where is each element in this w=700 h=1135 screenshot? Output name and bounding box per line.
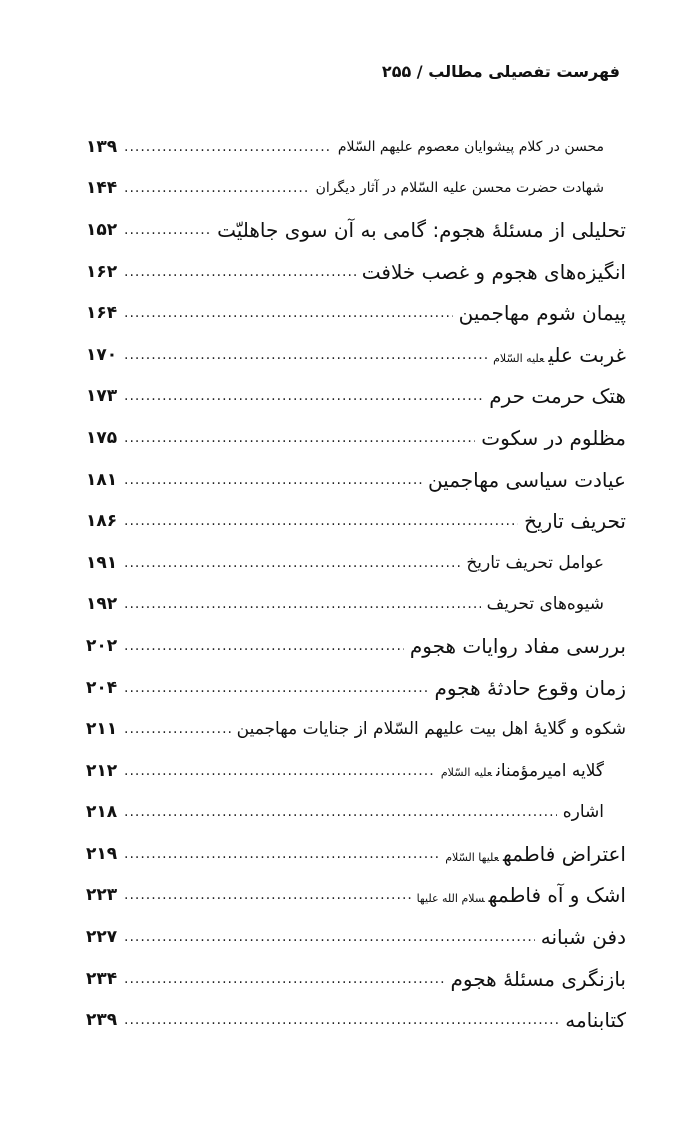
entry-page: ۲۲۳: [86, 885, 118, 906]
entry-page: ۱۴۴: [86, 178, 118, 199]
entry-title: عیادت سیاسی مهاجمین: [427, 467, 626, 492]
entry-title-wrap: [487, 343, 626, 367]
toc-entry: [86, 916, 626, 958]
dot-leader: [124, 305, 453, 321]
entry-title-wrap: [439, 842, 626, 866]
dot-leader: [124, 222, 211, 238]
entry-page: ۱۷۰: [86, 344, 118, 365]
toc-entry: [86, 750, 626, 792]
dot-leader: [124, 139, 332, 155]
entry-title: شکوه و گلایهٔ اهل بیت علیهم السّلام از جنایات مهاجمین: [236, 719, 626, 740]
entry-page: ۲۱۹: [86, 843, 118, 864]
entry-title: مظلوم در سکوت: [481, 425, 626, 450]
dot-leader: [124, 971, 445, 987]
dot-leader: [124, 596, 481, 612]
entry-honorific: علیه السّلام: [440, 765, 493, 779]
toc-entry: [86, 126, 626, 168]
dot-leader: [124, 472, 422, 488]
entry-title: شیوه‌های تحریف: [486, 594, 604, 615]
toc-entry: [86, 708, 626, 750]
entry-page: ۲۳۹: [86, 1010, 118, 1031]
entry-title: کتابنامه: [565, 1008, 626, 1033]
running-header: فهرست تفصیلی مطالب / ۲۵۵: [381, 62, 620, 81]
entry-page: ۱۳۹: [86, 136, 118, 157]
toc-entry: [86, 542, 626, 584]
entry-title: اشاره: [562, 802, 604, 823]
entry-honorific: سلام الله علیها: [416, 892, 485, 906]
entry-page: ۲۰۴: [86, 677, 118, 698]
table-of-contents: [86, 126, 626, 1041]
entry-title-wrap: [435, 761, 604, 781]
dot-leader: [124, 430, 475, 446]
entry-title: پیمان شوم مهاجمین: [458, 301, 626, 326]
toc-entry: [86, 417, 626, 459]
entry-page: ۲۱۱: [86, 719, 118, 740]
toc-entry: [86, 459, 626, 501]
entry-honorific: علیها السّلام: [445, 850, 499, 864]
toc-entry: [86, 625, 626, 667]
toc-entry: [86, 667, 626, 709]
toc-entry: [86, 833, 626, 875]
entry-title: گلایه امیرمؤمنان: [496, 760, 604, 781]
entry-title: تحریف تاریخ: [524, 509, 626, 534]
dot-leader: [124, 513, 518, 529]
dot-leader: [124, 846, 439, 862]
entry-title: بازنگری مسئلهٔ هجوم: [450, 966, 626, 991]
toc-entry: [86, 792, 626, 834]
entry-page: ۱۷۳: [86, 386, 118, 407]
entry-page: ۱۹۲: [86, 594, 118, 615]
entry-title: هتک حرمت حرم: [489, 384, 626, 409]
entry-title: انگیزه‌های هجوم و غصب خلافت: [361, 259, 626, 284]
dot-leader: [124, 388, 483, 404]
dot-leader: [124, 887, 411, 903]
toc-entry: [86, 875, 626, 917]
entry-title-wrap: [411, 883, 626, 907]
entry-title: محسن در کلام پیشوایان معصوم علیهم السّلام: [337, 138, 604, 155]
dot-leader: [124, 555, 460, 571]
dot-leader: [124, 1012, 559, 1028]
entry-page: ۱۶۴: [86, 303, 118, 324]
entry-title: شهادت حضرت محسن علیه السّلام در آثار دیگران: [315, 180, 604, 197]
toc-entry: [86, 292, 626, 334]
entry-title: زمان وقوع حادثهٔ هجوم: [434, 675, 626, 700]
toc-entry: [86, 376, 626, 418]
entry-title: دفن شبانه: [540, 925, 626, 950]
entry-page: ۲۰۲: [86, 635, 118, 656]
toc-entry: [86, 168, 626, 210]
entry-page: ۱۵۲: [86, 219, 118, 240]
entry-honorific: علیه السّلام: [493, 351, 545, 365]
entry-page: ۲۲۷: [86, 927, 118, 948]
toc-entry: [86, 958, 626, 1000]
entry-page: ۱۶۲: [86, 261, 118, 282]
dot-leader: [124, 180, 310, 196]
toc-entry: [86, 209, 626, 251]
entry-page: ۱۹۱: [86, 552, 118, 573]
toc-entry: [86, 999, 626, 1041]
entry-title: اعتراض فاطمه: [502, 841, 626, 866]
dot-leader: [124, 638, 404, 654]
dot-leader: [124, 721, 231, 737]
dot-leader: [124, 929, 535, 945]
entry-title: غربت علی: [548, 342, 626, 367]
toc-entry: [86, 334, 626, 376]
dot-leader: [124, 264, 356, 280]
dot-leader: [124, 763, 435, 779]
toc-entry: [86, 500, 626, 542]
entry-title: تحلیلی از مسئلهٔ هجوم: گامی به آن سوی جاهلیّت: [217, 217, 626, 242]
entry-title: بررسی مفاد روایات هجوم: [409, 633, 626, 658]
entry-page: ۲۳۴: [86, 968, 118, 989]
entry-title: اشک و آه فاطمه: [488, 883, 626, 908]
entry-page: ۱۸۱: [86, 469, 118, 490]
entry-page: ۲۱۲: [86, 760, 118, 781]
dot-leader: [124, 804, 557, 820]
dot-leader: [124, 680, 428, 696]
dot-leader: [124, 347, 487, 363]
toc-entry: [86, 584, 626, 626]
entry-page: ۲۱۸: [86, 802, 118, 823]
entry-page: ۱۷۵: [86, 427, 118, 448]
entry-title: عوامل تحریف تاریخ: [466, 552, 604, 573]
toc-entry: [86, 251, 626, 293]
entry-page: ۱۸۶: [86, 511, 118, 532]
